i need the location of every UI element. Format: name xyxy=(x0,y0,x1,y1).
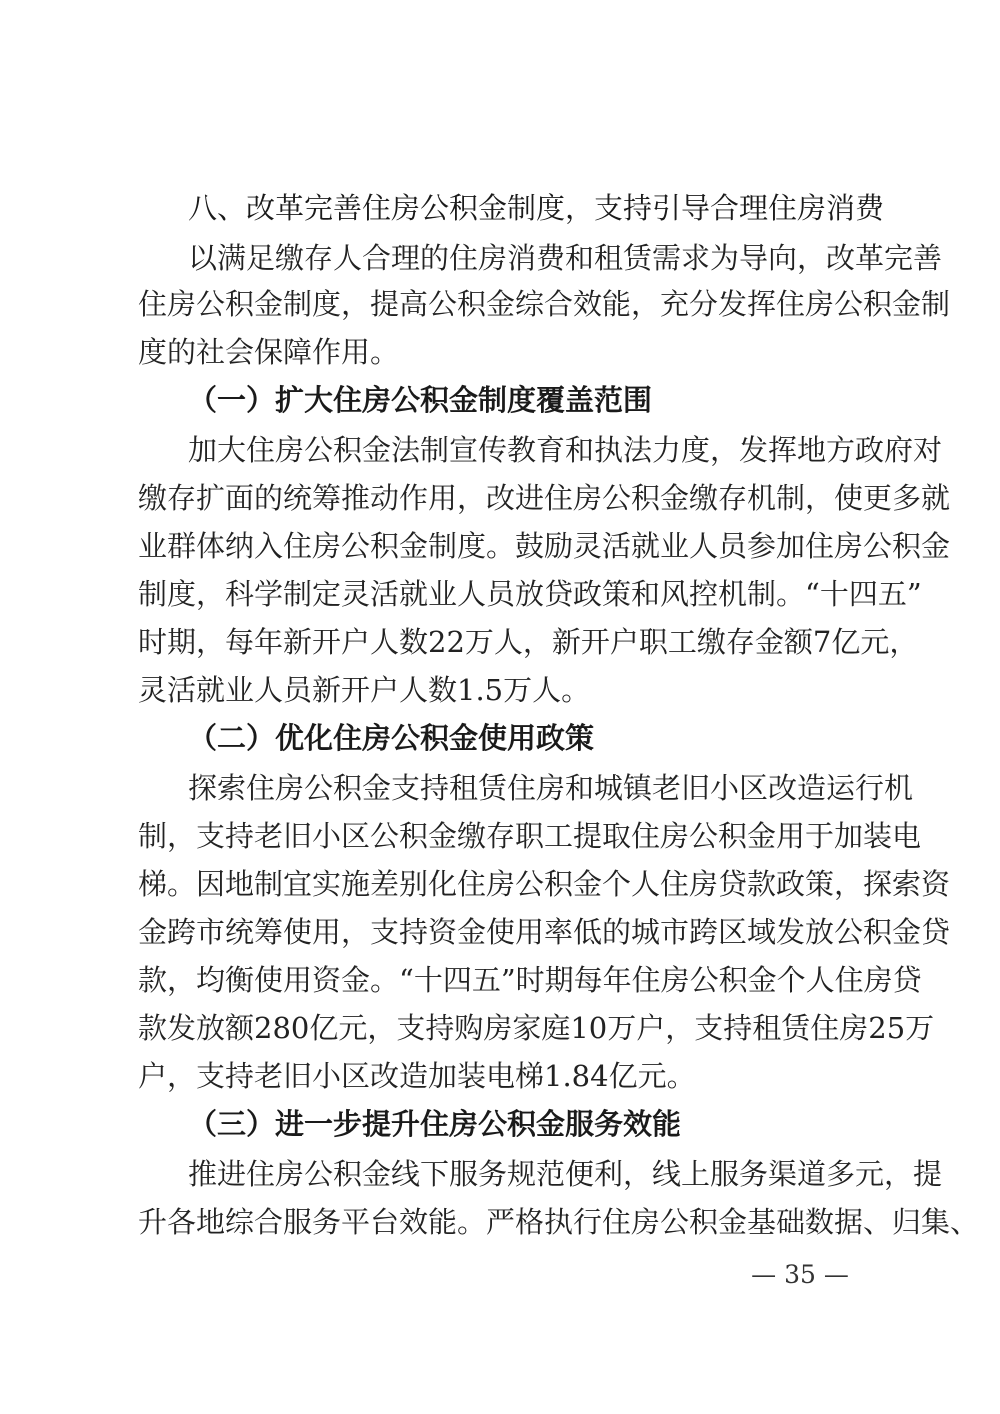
subsection-2-line-2: 制，支持老旧小区公积金缴存职工提取住房公积金用于加装电 xyxy=(138,819,922,853)
intro-line-2: 住房公积金制度，提高公积金综合效能，充分发挥住房公积金制 xyxy=(138,287,951,321)
subsection-1-line-4: 制度，科学制定灵活就业人员放贷政策和风控机制。“十四五” xyxy=(138,577,922,611)
subsection-3-line-2: 升各地综合服务平台效能。严格执行住房公积金基础数据、归集、 xyxy=(138,1205,980,1239)
subsection-2-line-4: 金跨市统筹使用，支持资金使用率低的城市跨区域发放公积金贷 xyxy=(138,915,951,949)
subsection-2-heading: （二）优化住房公积金使用政策 xyxy=(188,721,595,755)
subsection-1-heading: （一）扩大住房公积金制度覆盖范围 xyxy=(188,383,653,417)
subsection-1-line-6: 灵活就业人员新开户人数1.5万人。 xyxy=(138,673,591,707)
page-number: — 35 — xyxy=(751,1260,849,1289)
subsection-3-line-1: 推进住房公积金线下服务规范便利，线上服务渠道多元，提 xyxy=(188,1157,943,1191)
subsection-1-line-3: 业群体纳入住房公积金制度。鼓励灵活就业人员参加住房公积金 xyxy=(138,529,951,563)
subsection-3-heading: （三）进一步提升住房公积金服务效能 xyxy=(188,1107,682,1141)
subsection-1-line-2: 缴存扩面的统筹推动作用，改进住房公积金缴存机制，使更多就 xyxy=(138,481,951,515)
intro-line-1: 以满足缴存人合理的住房消费和租赁需求为导向，改革完善 xyxy=(188,241,943,275)
intro-line-3: 度的社会保障作用。 xyxy=(138,335,400,369)
subsection-2-line-6: 款发放额280亿元，支持购房家庭10万户，支持租赁住房25万 xyxy=(138,1011,935,1045)
section-heading: 八、改革完善住房公积金制度，支持引导合理住房消费 xyxy=(188,191,885,225)
subsection-2-line-5: 款，均衡使用资金。“十四五”时期每年住房公积金个人住房贷 xyxy=(138,963,922,997)
subsection-1-line-1: 加大住房公积金法制宣传教育和执法力度，发挥地方政府对 xyxy=(188,433,943,467)
subsection-2-line-3: 梯。因地制宜实施差别化住房公积金个人住房贷款政策，探索资 xyxy=(138,867,951,901)
subsection-2-line-7: 户，支持老旧小区改造加装电梯1.84亿元。 xyxy=(138,1059,696,1093)
subsection-2-line-1: 探索住房公积金支持租赁住房和城镇老旧小区改造运行机 xyxy=(188,771,914,805)
subsection-1-line-5: 时期，每年新开户人数22万人，新开户职工缴存金额7亿元， xyxy=(138,625,919,659)
